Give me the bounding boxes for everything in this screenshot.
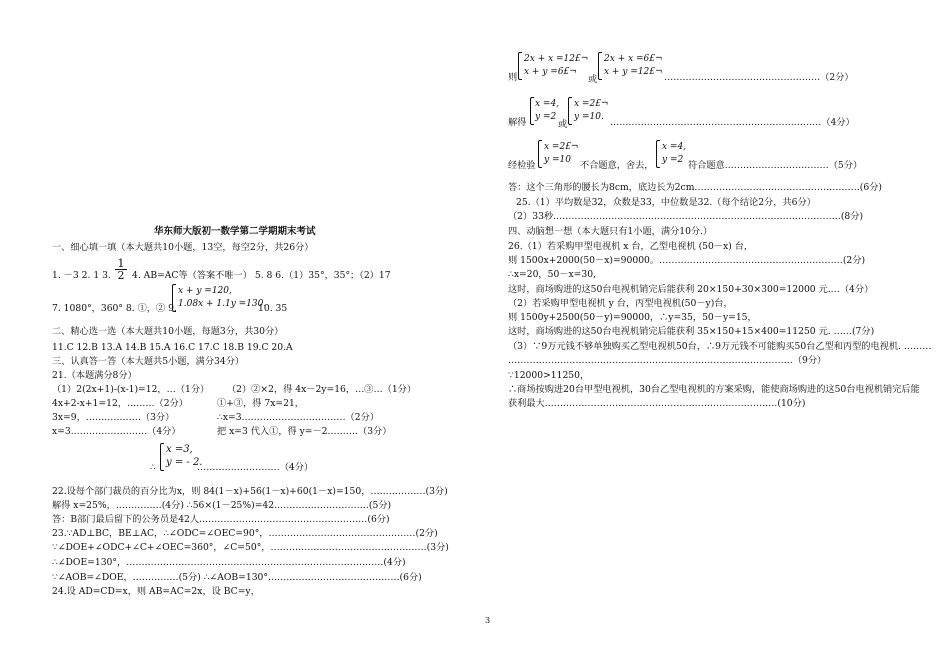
answer-9-eq1: x + y =120,	[178, 286, 232, 296]
doc-title: 华东师大版初一数学第二学期期末考试	[154, 226, 316, 237]
q26-line8: （3）∵9万元钱不够单独购买乙型电视机50台，∴9万元钱不可能购买50台乙型和丙型的电视机. ………	[508, 341, 932, 352]
q21-answer-y: y = - 2.	[166, 457, 203, 468]
q26-line10: ∵12000>11250，	[508, 370, 590, 381]
fraction-numerator: 1	[115, 258, 127, 270]
r2-brace-b	[568, 97, 572, 125]
answer-9-eq2: 1.08x + 1.1y =130.	[178, 299, 267, 309]
r1-brace-a	[518, 52, 522, 80]
answers-1-3: 1. －3 2. 1 3.	[52, 270, 111, 281]
r2-sys-b1: x =2£¬	[574, 99, 609, 109]
r2-sys-a1: x =4,	[535, 99, 560, 109]
q21-left-step4: x=3.……………………（4分）	[52, 426, 181, 437]
q26-line1: 26.（1）若采购甲型电视机 x 台，乙型电视机 (50－x) 台，	[508, 241, 754, 252]
r1-prefix: 则	[508, 72, 518, 83]
q26-line11: ∴商场按购进20台甲型电视机，30台乙型电视机的方案采购，能使商场购进的这50台电视机销完后能	[508, 384, 920, 395]
r3-sys-a1: x =2£¬	[544, 142, 579, 152]
q23-line1: 23.∵AD⊥BC，BE⊥AC，∴∠ODC=∠OEC=90°，…………………………………………(2分)	[52, 528, 438, 539]
q21-right-step2: ①+③，得 7x=21，	[217, 398, 304, 409]
fraction-denominator: 2	[117, 269, 125, 282]
q26-line12: 获利最大.…………………………………………………………………(10分)	[508, 398, 806, 409]
q21-therefore: ∴	[150, 462, 156, 473]
q26-line5: （2）若采购甲型电视机 y 台，丙型电视机(50－y)台，	[508, 298, 733, 309]
system-brace	[172, 284, 176, 312]
q23-line4: ∵∠AOB=∠DOE，……………(5分) ∴∠AOB=130°.……………………………………(6分)	[52, 572, 422, 583]
q26-line6: 则 1500y+2500(50－y)=90000，∴y=35，50－y=15，	[508, 312, 757, 323]
r1-brace-b	[598, 52, 602, 80]
r3-sys-a2: y =10	[544, 155, 571, 165]
q23-line3: ∴∠DOE=130°，…………………………………………………………………………(4分)	[52, 557, 406, 568]
q21-left-step3: 3x=9，………………（3分）	[52, 412, 175, 423]
q24-line1: 24.设 AD=CD=x，则 AB=AC=2x，设 BC=y，	[52, 586, 260, 597]
answers-11-20: 11.C 12.B 13.A 14.B 15.A 16.C 17.C 18.B 19.C 20.A	[52, 342, 293, 353]
q21-right-step3: ∴x=3.……………………………（2分）	[217, 412, 379, 423]
q26-line4: 这时，商场购进的这50台电视机销完后能获利 20×150+30×300=12000 元.…（4分）	[508, 284, 874, 295]
q24-answer: 答：这个三角形的腰长为8cm，底边长为2cm………………………………………………(6分)	[508, 182, 882, 193]
q25-part1: 25.（1）平均数是32，众数是33，中位数是32.（每个结论2分，共6分）	[516, 197, 816, 208]
section-1-heading: 一、细心填一填（本大题共10小题，13空，每空2分，共26分）	[52, 242, 314, 253]
answers-7-9: 7. 1080°，360° 8. ①，② 9.	[52, 303, 177, 314]
q22-line3: 答：B部门最后留下的公务员是42人.………………………………………………(6分)	[52, 514, 390, 525]
answer-10: 10. 35	[258, 303, 288, 314]
q26-line9: …………………………………………………………………………………（9分）	[508, 355, 827, 366]
r1-sys-b2: x + y =12£¬	[604, 67, 663, 77]
r3-sys-b2: y =2	[662, 155, 684, 165]
r2-sys-b2: y =10.	[574, 112, 604, 122]
section-3-heading: 三、认真答一答（本大题共5小题，满分34分）	[52, 356, 245, 367]
section-4-heading: 四、动脑想一想（本大题只有1小题，满分10分.）	[508, 226, 713, 237]
q21-left-step1: （1）2(2x+1)-(x-1)=12，…（1分）	[52, 384, 210, 395]
q26-line3: ∴x=20，50－x=30,	[508, 269, 596, 280]
fraction-half	[115, 258, 127, 281]
q25-part2: （2）33秒.…………………………………………………………………………………(8分)	[508, 211, 864, 222]
q22-line1: 22.设每个部门裁员的百分比为x，则 84(1－x)+56(1－x)+60(1－x)=150，………………(3分)	[52, 486, 448, 497]
r3-rejected: 不合题意，舍去，	[580, 160, 654, 171]
q21-left-step2: 4x+2-x+1=12，………（2分）	[52, 398, 188, 409]
r2-or: 或	[558, 119, 568, 130]
section-2-heading: 二、精心选一选（本大题共10小题，每题3分，共30分）	[52, 326, 284, 337]
r2-brace-a	[530, 97, 534, 125]
r3-sys-b1: x =4,	[662, 142, 687, 152]
q21-answer-brace	[160, 443, 164, 471]
fraction-text	[115, 258, 127, 281]
q26-line7: 这时，商场购进的这50台电视机销完后能获利 35×150+15×400=11250 元. ……(7分)	[508, 326, 875, 337]
q21-right-step1: （2）②×2，得 4x－2y=16，…③…（1分）	[227, 384, 417, 395]
r2-prefix: 解得	[508, 117, 527, 128]
page-number: 3	[485, 616, 491, 625]
q26-line2: 则 1500x+2000(50－x)=90000。……………………………………………………(2分)	[508, 255, 866, 266]
r1-sys-a1: 2x + x =12£¬	[524, 54, 589, 64]
r3-score: 符合题意.……………………………（5分）	[688, 160, 863, 171]
q21-answer-score: ………………………（4分）	[197, 462, 314, 473]
r3-prefix: 经检验	[508, 160, 536, 171]
r1-score: ……………………………………………（2分）	[664, 72, 854, 83]
r3-brace-a	[538, 140, 542, 168]
r1-sys-a2: x + y =6£¬	[524, 67, 577, 77]
r1-sys-b1: 2x + x =6£¬	[604, 54, 663, 64]
answers-4-6: 4. AB=AC等（答案不唯一） 5. 8 6.（1）35°，35°；（2）17	[132, 270, 391, 281]
q21-right-step4: 把 x=3 代入①，得 y=－2.………（3分）	[217, 426, 392, 437]
r3-brace-b	[656, 140, 660, 168]
r2-sys-a2: y =2	[535, 112, 557, 122]
q23-line2: ∵∠DOE+∠ODC+∠C+∠OEC=360°，∠C=50°，……………………………………………(3分)	[52, 542, 449, 553]
q22-line2: 解得 x=25%，……………(4分) ∴56×(1－25%)=42.…………………………(5分)	[52, 500, 392, 511]
r2-score: ……………………………………………………………（4分）	[610, 117, 855, 128]
q21-heading: 21.（本题满分8分）	[52, 370, 137, 381]
q21-answer-x: x =3,	[166, 444, 193, 455]
r1-or: 或	[588, 74, 598, 85]
